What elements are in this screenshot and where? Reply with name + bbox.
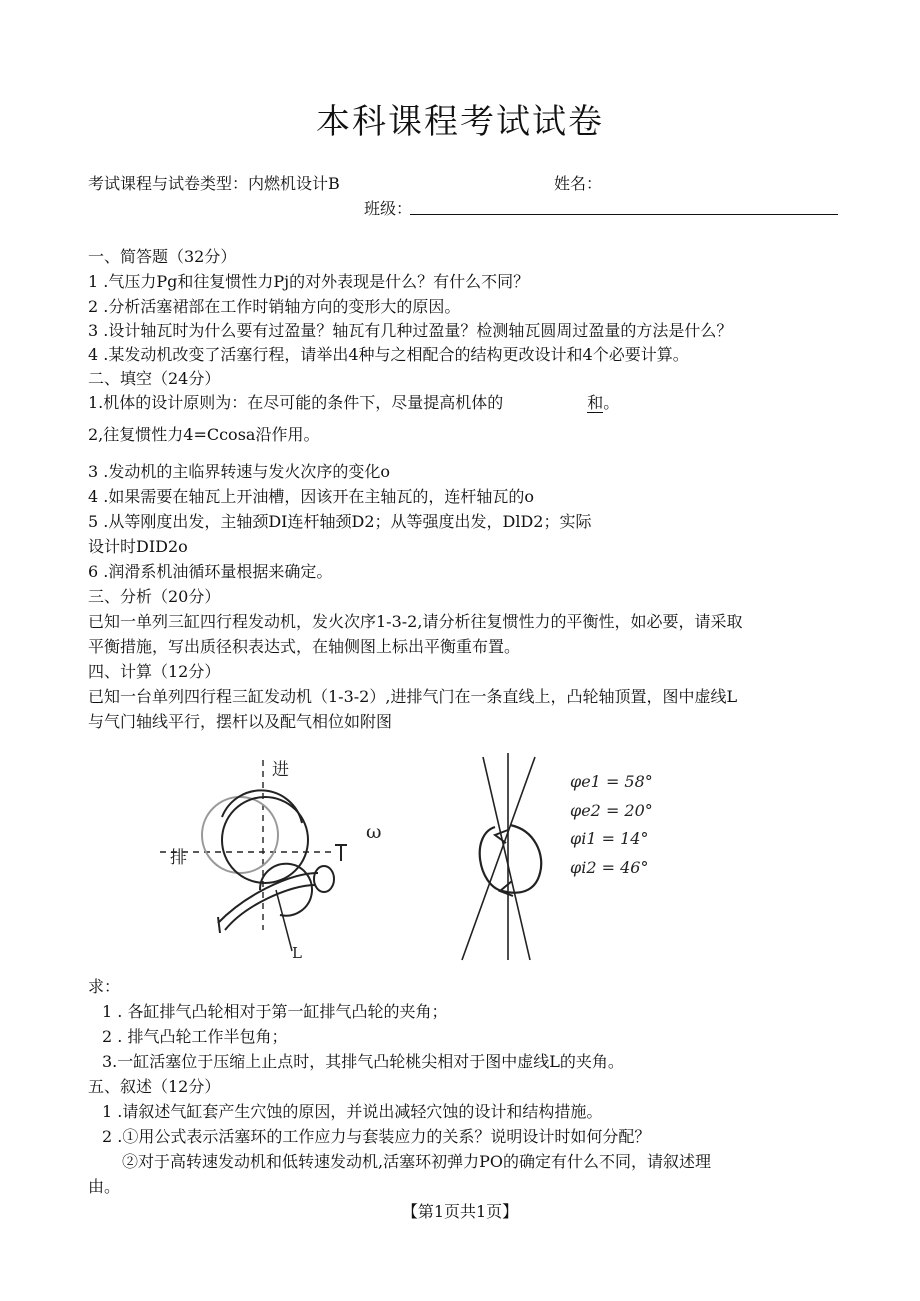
s2-question-2: 2,往复惯性力4=Ccosa沿作用。 xyxy=(88,425,320,444)
s1-question-1: 1 .气压力Pg和往复惯性力Pj的对外表现是什么？有什么不同？ xyxy=(88,272,530,291)
s4-ask-2: 2 . 排气凸轮工作半包角； xyxy=(102,1027,288,1046)
label-jin: 进 xyxy=(272,760,289,780)
s2-question-5b: 设计时DID2o xyxy=(88,537,188,556)
s5-question-2a: 2 .①用公式表示活塞环的工作应力与套装应力的关系？说明设计时如何分配？ xyxy=(102,1127,651,1146)
s1-question-4: 4 .某发动机改变了活塞行程，请举出4种与之相配合的结构更改设计和4个必要计算。 xyxy=(88,345,689,364)
formula-phi-i1: φi1 = 14° xyxy=(570,829,649,848)
cam-diagram xyxy=(150,745,670,970)
s3-paragraph-2: 平衡措施，写出质径积表达式，在轴侧图上标出平衡重布置。 xyxy=(88,637,521,656)
s4-paragraph-2: 与气门轴线平行，摆杆以及配气相位如附图 xyxy=(88,712,393,731)
label-L: L xyxy=(292,944,302,962)
s2-q1-text: 1.机体的设计原则为：在尽可能的条件下，尽量提高机体的 xyxy=(88,393,504,412)
s4-ask: 求： xyxy=(88,977,121,996)
label-pai: 排 xyxy=(170,848,187,868)
name-label: 姓名： xyxy=(554,174,603,193)
s2-question-3: 3 .发动机的主临界转速与发火次序的变化o xyxy=(88,462,390,481)
page-footer: 【第1页共1页】 xyxy=(401,1202,519,1221)
course-type-label: 考试课程与试卷类型：内燃机设计B xyxy=(88,174,340,193)
section4-heading: 四、计算（12分） xyxy=(88,662,221,681)
s5-question-2c: 由。 xyxy=(88,1177,121,1196)
s2-question-4: 4 .如果需要在轴瓦上开油槽，因该开在主轴瓦的，连杆轴瓦的o xyxy=(88,487,534,506)
s4-ask-1: 1 . 各缸排气凸轮相对于第一缸排气凸轮的夹角； xyxy=(102,1002,448,1021)
s1-question-3: 3 .设计轴瓦时为什么要有过盈量？轴瓦有几种过盈量？检测轴瓦圆周过盈量的方法是什么？ xyxy=(88,321,733,340)
exhaust-mark xyxy=(335,845,347,861)
formula-phi-e2: φe2 = 20° xyxy=(570,801,653,820)
valve-timing-figure xyxy=(462,753,541,960)
s5-question-2b: ②对于高转速发动机和低转速发动机,活塞环初弹力PO的确定有什么不同，请叙述理 xyxy=(122,1152,711,1171)
class-underline xyxy=(410,214,838,215)
s2-question-5: 5 .从等刚度出发，主轴颈DI连杆轴颈D2；从等强度出发，DlD2；实际 xyxy=(88,512,592,531)
section5-heading: 五、叙述（12分） xyxy=(88,1077,221,1096)
s1-question-2: 2 .分析活塞裙部在工作时销轴方向的变形大的原因。 xyxy=(88,297,461,316)
section3-heading: 三、分析（20分） xyxy=(88,587,221,606)
formula-phi-e1: φe1 = 58° xyxy=(570,772,653,791)
s5-question-1: 1 .请叙述气缸套产生穴蚀的原因，并说出减轻穴蚀的设计和结构措施。 xyxy=(102,1102,603,1121)
s2-q1-he: 和 xyxy=(587,393,604,412)
s3-paragraph-1: 已知一单列三缸四行程发动机，发火次序1-3-2,请分析往复惯性力的平衡性，如必要，请采取 xyxy=(88,612,743,631)
label-omega: ω xyxy=(366,821,382,843)
s2-q1-end: 。 xyxy=(603,393,620,412)
page-title: 本科课程考试试卷 xyxy=(316,102,604,142)
s4-ask-3: 3.一缸活塞位于压缩上止点时，其排气凸轮桃尖相对于图中虚线L的夹角。 xyxy=(102,1052,624,1071)
section1-heading: 一、简答题（32分） xyxy=(88,247,237,266)
s2-question-1 xyxy=(88,390,619,413)
s4-paragraph-1: 已知一台单列四行程三缸发动机（1-3-2）,进排气门在一条直线上，凸轮轴顶置，图中虚线L xyxy=(88,687,738,706)
formula-phi-i2: φi2 = 46° xyxy=(570,858,649,877)
s2-question-6: 6 .润滑系机油循环量根据来确定。 xyxy=(88,562,333,581)
section2-heading: 二、填空（24分） xyxy=(88,369,221,388)
class-label: 班级： xyxy=(364,199,413,218)
